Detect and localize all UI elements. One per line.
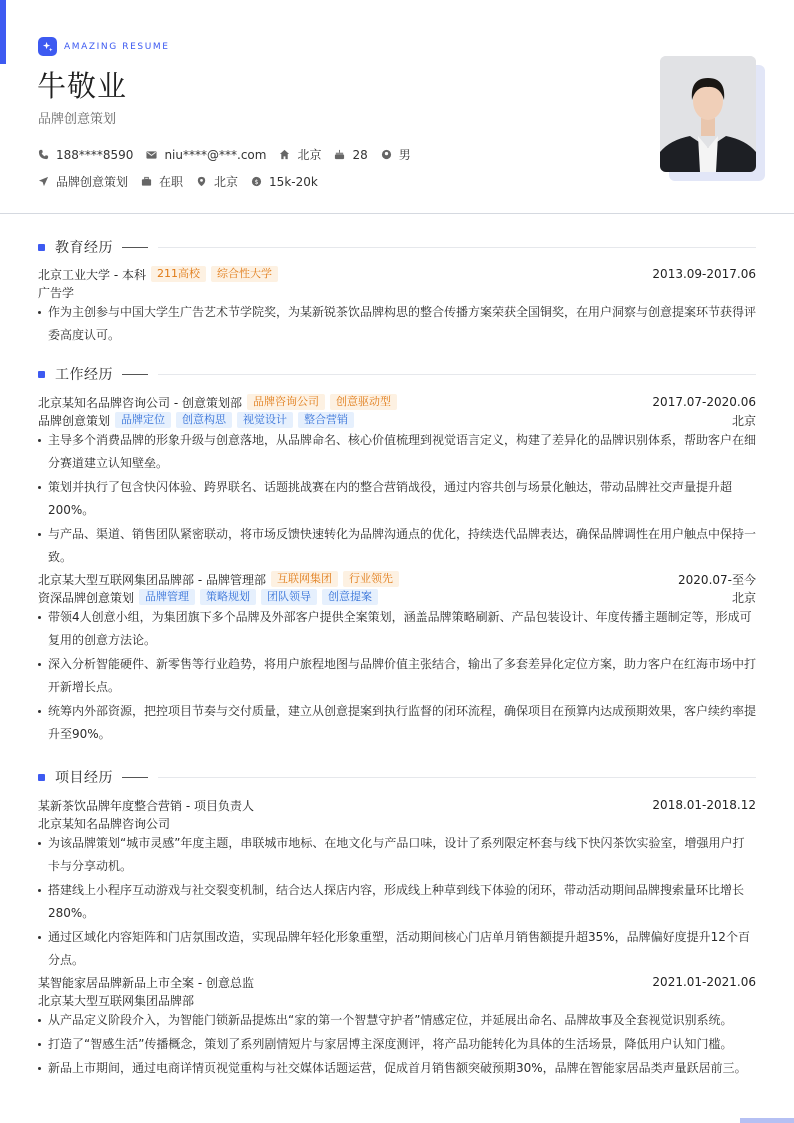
education-bullet: 作为主创参与中国大学生广告艺术节学院奖，为某新锐茶饮品牌构思的整合传播方案荣获全国铜奖，在用户洞察与创意提案环节获得评委高度认可。	[38, 301, 756, 347]
skill-tag: 品牌管理	[139, 589, 195, 605]
skill-tag: 品牌定位	[115, 412, 171, 428]
skill-tag: 团队领导	[261, 589, 317, 605]
location-icon	[196, 176, 207, 187]
email-text: niu****@***.com	[164, 147, 267, 162]
work-bullet: 与产品、渠道、销售团队紧密联动，将市场反馈快速转化为品牌沟通点的优化，持续迭代品牌表达，确保品牌调性在用户触点中保持一致。	[38, 523, 756, 569]
target-role-item	[38, 173, 128, 190]
projects-section	[38, 767, 756, 1081]
work-location: 北京	[731, 413, 756, 428]
skill-tag: 创意提案	[322, 589, 378, 605]
brand-label: AMAZING RESUME	[64, 41, 170, 52]
cake-icon	[334, 149, 345, 160]
education-title: 教育经历	[55, 240, 113, 256]
salary-text: 15k-20k	[269, 174, 318, 189]
project-bullet: 搭建线上小程序互动游戏与社交裂变机制，结合达人探店内容，形成线上种草到线下体验的闭环，带动活动期间品牌搜索量环比增长280%。	[38, 879, 756, 925]
project-name: 某智能家居品牌新品上市全案 - 创意总监	[38, 975, 254, 990]
project-bullet: 打造了“智感生活”传播概念，策划了系列剧情短片与家居博主深度测评，将产品功能转化为具体的生活场景，降低用户认知门槛。	[38, 1033, 756, 1056]
target-city-text: 北京	[214, 175, 239, 189]
work-title: 工作经历	[55, 367, 113, 383]
work-heading	[38, 364, 756, 384]
city-text: 北京	[297, 148, 322, 162]
project-org: 北京某知名品牌咨询公司	[38, 816, 171, 831]
project-name: 某新茶饮品牌年度整合营销 - 项目负责人	[38, 798, 254, 813]
work-bullet: 策划并执行了包含快闪体验、跨界联名、话题挑战赛在内的整合营销战役，通过内容共创与场景化触达，带动品牌社交声量提升超200%。	[38, 476, 756, 522]
mail-icon	[146, 150, 157, 160]
target-role-text: 品牌创意策划	[56, 175, 129, 189]
education-entry	[38, 265, 756, 347]
projects-title: 项目经历	[55, 770, 113, 786]
status-item	[141, 173, 183, 190]
sparkle-icon	[38, 37, 57, 56]
projects-heading	[38, 767, 756, 787]
work-bullet: 统筹内外部资源，把控项目节奏与交付质量，建立从创意提案到执行监督的闭环流程，确保项目在预算内达成预期效果，客户续约率提升至90%。	[38, 700, 756, 746]
project-entry	[38, 796, 756, 972]
skill-tag: 创意构思	[176, 412, 232, 428]
education-date: 2013.09-2017.06	[652, 267, 756, 281]
project-bullet: 为该品牌策划“城市灵感”年度主题，串联城市地标、在地文化与产品口味，设计了系列限定杯套与线下快闪茶饮实验室，增强用户打卡与分享动机。	[38, 832, 756, 878]
money-icon	[251, 176, 262, 187]
age-item	[334, 148, 367, 162]
status-text: 在职	[159, 175, 184, 189]
company-name: 北京某大型互联网集团品牌部 - 品牌管理部	[38, 572, 266, 587]
phone-icon	[38, 149, 49, 160]
project-entry	[38, 973, 756, 1080]
project-bullet: 通过区域化内容矩阵和门店氛围改造，实现品牌年轻化形象重塑，活动期间核心门店单月销售额提升超35%，品牌偏好度提升12个百分点。	[38, 926, 756, 972]
gender-item	[381, 146, 411, 163]
bottom-accent-bar	[740, 1118, 794, 1123]
project-bullet: 新品上市期间，通过电商详情页视觉重构与社交媒体话题运营，促成首月销售额突破预期30%，品牌在智能家居品类声量跃居前三。	[38, 1057, 756, 1080]
company-tag: 互联网集团	[271, 571, 338, 587]
project-bullet: 从产品定义阶段介入，为智能门锁新品提炼出“家的第一个智慧守护者”情感定位，并延展出命名、品牌故事及全套视觉识别系统。	[38, 1009, 756, 1032]
company-tag: 品牌咨询公司	[247, 394, 325, 410]
work-bullet: 深入分析智能硬件、新零售等行业趋势，将用户旅程地图与品牌价值主张结合，输出了多套差异化定位方案，助力客户在红海市场中打开新增长点。	[38, 653, 756, 699]
school-tag: 综合性大学	[211, 266, 278, 282]
svg-text:$: $	[254, 177, 259, 186]
work-location: 北京	[731, 590, 756, 605]
city-item	[279, 146, 321, 163]
work-entry	[38, 393, 756, 569]
phone-item	[38, 148, 133, 162]
skill-tag: 视觉设计	[237, 412, 293, 428]
phone-text: 188****8590	[56, 147, 134, 162]
work-date: 2017.07-2020.06	[652, 395, 756, 409]
project-org: 北京某大型互联网集团品牌部	[38, 993, 195, 1008]
email-item	[146, 148, 266, 162]
skill-tag: 整合营销	[298, 412, 354, 428]
work-date: 2020.07-至今	[678, 572, 756, 587]
education-heading	[38, 237, 756, 257]
resume-header	[0, 0, 794, 214]
briefcase-icon	[141, 176, 152, 187]
home-icon	[279, 149, 290, 160]
work-bullet: 带领4人创意小组，为集团旗下多个品牌及外部客户提供全案策划，涵盖品牌策略刷新、产品包装设计、年度传播主题制定等，形成可复用的创意方法论。	[38, 606, 756, 652]
company-tag: 创意驱动型	[330, 394, 397, 410]
work-section	[38, 364, 756, 747]
gender-text: 男	[398, 148, 411, 162]
project-date: 2021.01-2021.06	[652, 975, 756, 989]
brand-logo	[38, 37, 170, 56]
work-bullet: 主导多个消费品牌的形象升级与创意落地，从品牌命名、核心价值梳理到视觉语言定义，构建了差异化的品牌识别体系，帮助客户在细分赛道建立认知壁垒。	[38, 429, 756, 475]
education-section	[38, 237, 756, 348]
job-intent-row	[38, 173, 331, 190]
job-role: 资深品牌创意策划	[38, 590, 135, 605]
company-name: 北京某知名品牌咨询公司 - 创意策划部	[38, 395, 242, 410]
work-entry	[38, 570, 756, 746]
avatar	[660, 56, 756, 172]
target-city-item	[196, 173, 238, 190]
candidate-name: 牛敬业	[37, 69, 128, 103]
job-role: 品牌创意策划	[38, 413, 111, 428]
skill-tag: 策略规划	[200, 589, 256, 605]
project-date: 2018.01-2018.12	[652, 798, 756, 812]
send-icon	[38, 176, 49, 187]
school-name: 北京工业大学 - 本科	[38, 267, 146, 282]
company-tag: 行业领先	[343, 571, 399, 587]
salary-item	[251, 175, 318, 189]
candidate-title: 品牌创意策划	[38, 112, 117, 127]
major: 广告学	[38, 285, 75, 300]
gender-icon	[381, 149, 392, 160]
contact-row	[38, 146, 424, 163]
age-text: 28	[352, 147, 368, 162]
school-tag: 211高校	[151, 266, 206, 282]
